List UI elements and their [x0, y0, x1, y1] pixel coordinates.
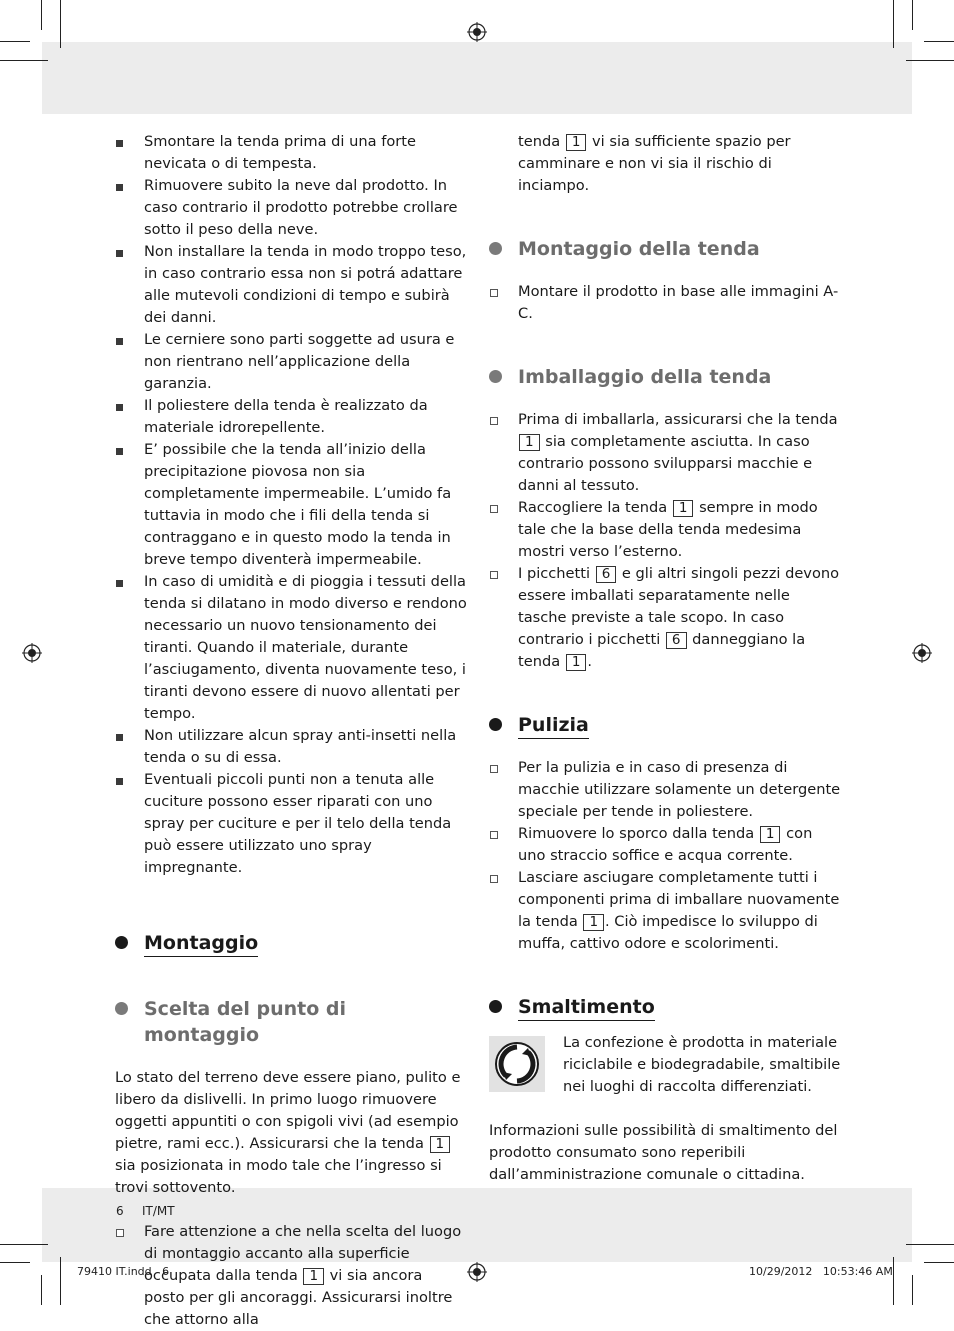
list-item: E’ possibile che la tenda all’inizio della precipitazione piovosa non sia completamente impermeabile. L’umido fa tuttavia in modo che i fili della tenda si contraggano e in questo modo la tenda in breve tempo diventerà impermeabile. [144, 441, 452, 568]
left-column [115, 131, 467, 1331]
page-number: 6 [116, 1204, 124, 1218]
list-item: Eventuali piccoli punti non a tenuta alle cuciture possono esser riparati con uno spray per cuciture e per il telo della tenda può essere utilizzato uno spray impregnante. [144, 771, 452, 876]
part-ref: 1 [566, 654, 587, 671]
recycle-row: La confezione è prodotta in materiale riciclabile e biodegradabile, smaltibile nei luoghi di raccolta differenziati. [489, 1032, 841, 1098]
list-item: Smontare la tenda prima di una forte nevicata o di tempesta. [144, 133, 416, 172]
bullet-dot-icon [115, 936, 128, 949]
crop-mark [906, 60, 954, 61]
crop-mark [0, 41, 30, 42]
crop-mark [41, 1275, 42, 1305]
crop-mark [0, 60, 48, 61]
part-ref: 1 [430, 1136, 451, 1153]
registration-mark-icon [22, 643, 42, 663]
crop-mark [893, 1257, 894, 1305]
heading-scelta: Scelta del punto di montaggio [115, 996, 467, 1048]
crop-mark [912, 0, 913, 30]
part-ref: 1 [303, 1268, 324, 1285]
list-item: Prima di imballarla, assicurarsi che la tenda 1 sia completamente asciutta. In caso contrario possono svilupparsi macchie e danni al tessuto. [518, 411, 838, 494]
crop-mark [0, 1262, 30, 1263]
pulizia-list [489, 757, 841, 955]
crop-mark [60, 1257, 61, 1305]
list-item: Il poliestere della tenda è realizzato da materiale idrorepellente. [144, 397, 428, 436]
part-ref: 1 [519, 434, 540, 451]
crop-mark [41, 0, 42, 30]
crop-mark [924, 1262, 954, 1263]
crop-mark [924, 41, 954, 42]
list-item: Lasciare asciugare completamente tutti i componenti prima di imballare nuovamente la tenda 1 . Ciò impedisce lo sviluppo di muffa, cattivo odore e scolorimenti. [518, 869, 840, 952]
heading-montaggio: Montaggio [115, 930, 467, 956]
part-ref: 1 [673, 500, 694, 517]
registration-mark-icon [467, 22, 487, 42]
bullet-dot-icon [115, 1002, 128, 1015]
part-ref: 1 [566, 134, 587, 151]
crop-mark [60, 0, 61, 48]
list-item: Non installare la tenda in modo troppo teso, in caso contrario essa non si potrá adattare alle mutevoli condizioni di tempo e subirà dei danni. [144, 243, 467, 326]
crop-mark [906, 1244, 954, 1245]
part-ref: 1 [760, 826, 781, 843]
crop-mark [0, 1244, 48, 1245]
part-ref: 6 [596, 566, 617, 583]
right-column [489, 131, 841, 1186]
crop-mark [912, 1275, 913, 1305]
montaggio-list [489, 281, 841, 325]
heading-pulizia: Pulizia [489, 712, 841, 738]
safety-list [115, 131, 467, 879]
list-item: Raccogliere la tenda 1 sempre in modo tale che la base della tenda medesima mostri verso l’esterno. [518, 499, 818, 560]
scelta-paragraph: Lo stato del terreno deve essere piano, pulito e libero da dislivelli. In primo luogo rimuovere oggetti appuntiti o con spigoli vivi (ad esempio pietre, rami ecc.). Assicurarsi che la tenda 1 sia posizionata in modo tale che l’ingresso si trovi sottovento. [115, 1069, 461, 1196]
language-code: IT/MT [142, 1204, 175, 1218]
list-item: Rimuovere lo sporco dalla tenda 1 con uno straccio soffice e acqua corrente. [518, 825, 813, 864]
slug-file: 79410 IT.indd 6 [77, 1265, 170, 1278]
bullet-dot-icon [489, 370, 502, 383]
bullet-dot-icon [489, 1000, 502, 1013]
imballaggio-list [489, 409, 841, 673]
header-band [42, 42, 912, 114]
crop-mark [893, 0, 894, 48]
list-item: Montare il prodotto in base alle immagini A-C. [518, 283, 839, 322]
list-item: I picchetti 6 e gli altri singoli pezzi devono essere imballati separatamente nelle tasche previste a tale scopo. In caso contrario i picchetti 6 danneggiano la tenda 1 . [518, 565, 840, 670]
continued-text: tenda 1 vi sia sufficiente spazio per camminare e non vi sia il rischio di inciampo. [518, 133, 791, 194]
part-ref: 6 [666, 632, 687, 649]
list-item: Le cerniere sono parti soggette ad usura e non rientrano nell’applicazione della garanzia. [144, 331, 455, 392]
heading-imballaggio: Imballaggio della tenda [489, 364, 841, 390]
green-dot-recycle-icon [489, 1036, 545, 1092]
list-item: Non utilizzare alcun spray anti-insetti nella tenda o su di essa. [144, 727, 457, 766]
bullet-dot-icon [489, 242, 502, 255]
heading-montaggio-tenda: Montaggio della tenda [489, 236, 841, 262]
list-item: Per la pulizia e in caso di presenza di macchie utilizzare solamente un detergente speciale per tende in poliestere. [518, 759, 841, 820]
registration-mark-icon [467, 1262, 487, 1282]
part-ref: 1 [583, 914, 604, 931]
slug-date: 10/29/2012 10:53:46 AM [749, 1265, 893, 1278]
list-item: In caso di umidità e di pioggia i tessuti della tenda si dilatano in modo diverso e rendono necessario un nuovo tensionamento dei tiranti. Quando il materiale, durante l’asciugamento, diventa nuovamente teso, i tiranti devono essere di nuovo allentati per tempo. [144, 573, 467, 722]
list-item: Rimuovere subito la neve dal prodotto. In caso contrario il prodotto potrebbe crollare sotto il peso della neve. [144, 177, 458, 238]
list-item: Fare attenzione a che nella scelta del luogo di montaggio accanto alla superficie occupata dalla tenda 1 vi sia ancora posto per gli ancoraggi. Assicurarsi inoltre che attorno alla [144, 1223, 462, 1328]
heading-smaltimento: Smaltimento [489, 994, 841, 1020]
bullet-dot-icon [489, 718, 502, 731]
registration-mark-icon [912, 643, 932, 663]
smaltimento-paragraph: Informazioni sulle possibilità di smaltimento del prodotto consumato sono reperibili dall’amministrazione comunale o cittadina. [489, 1122, 838, 1183]
